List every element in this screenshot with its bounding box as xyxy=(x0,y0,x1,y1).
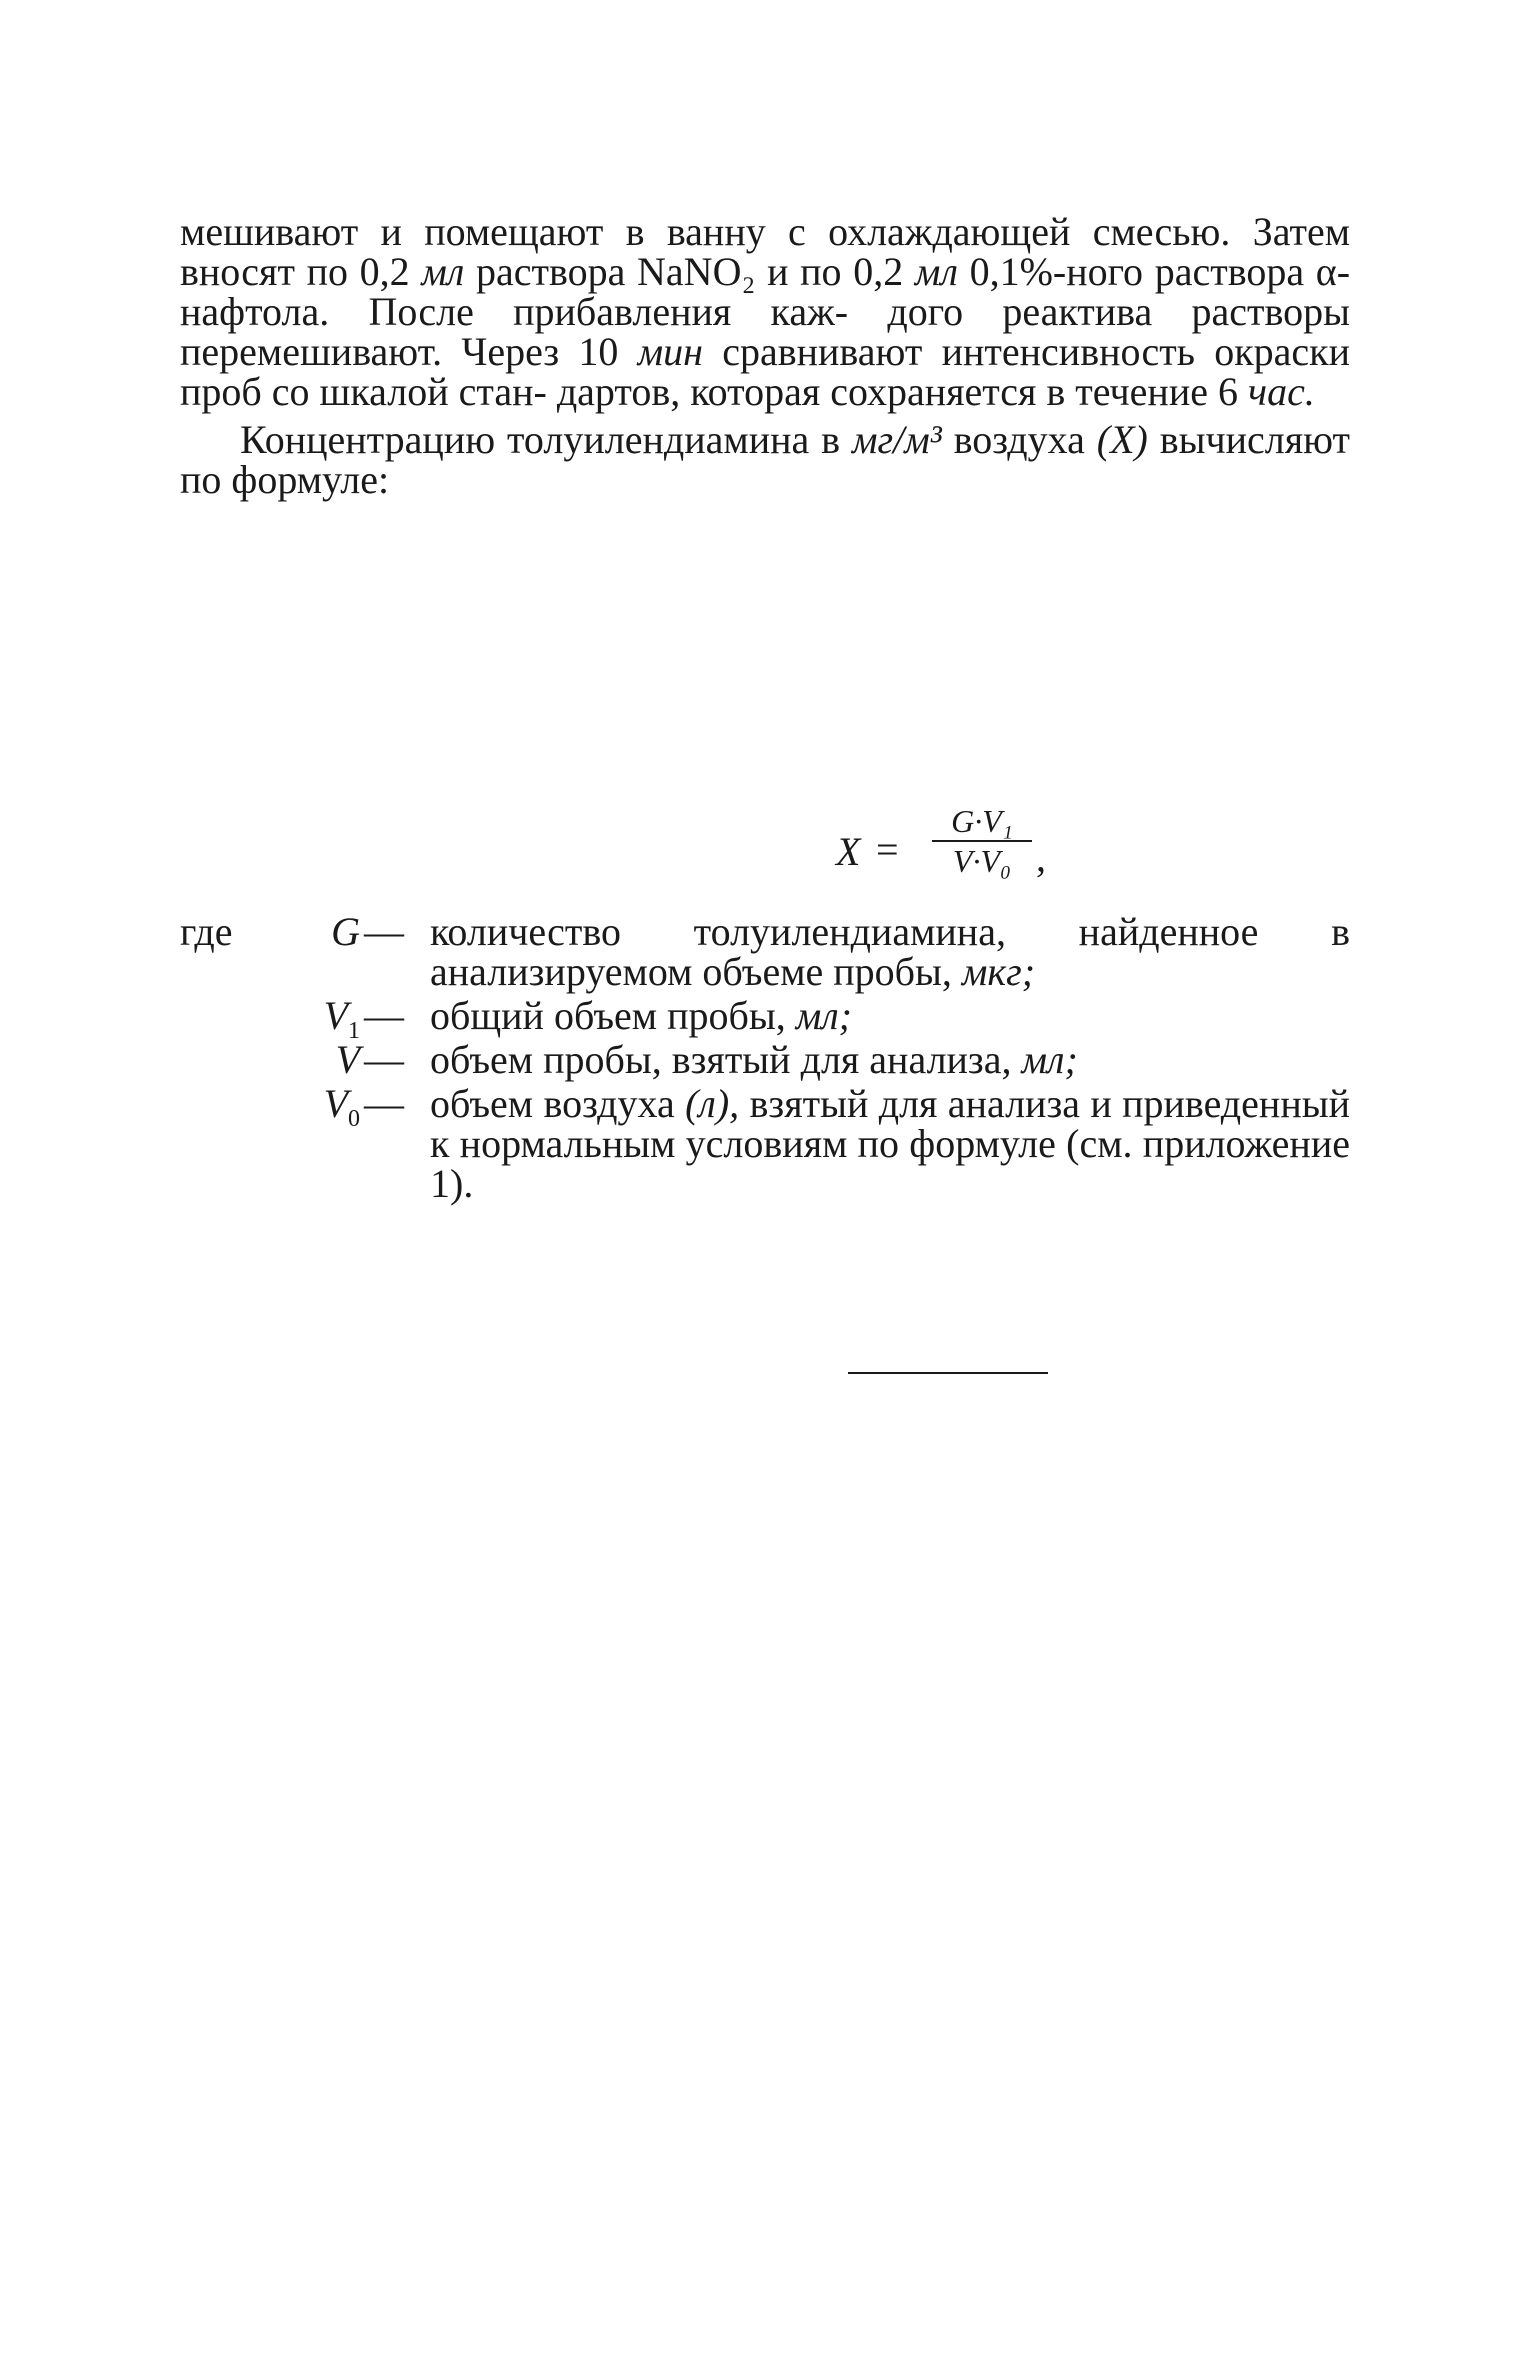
text-line: раствора NaNO₂ и по 0,2 xyxy=(464,249,915,294)
unit-text: мин xyxy=(637,329,703,374)
text-line: сравнивают интенсивность окраски проб со шкалой стан- xyxy=(180,329,1350,414)
where-label: где xyxy=(180,909,233,954)
paragraph-concentration xyxy=(180,417,1350,502)
formula-lhs: X xyxy=(836,829,861,874)
unit-text: (л), xyxy=(685,1081,740,1126)
definition-dash: — xyxy=(364,993,404,1038)
text-line: мешивают и помещают в ванну с охлаждающей смесью. xyxy=(180,209,1231,254)
unit-text: мкг; xyxy=(961,949,1036,994)
formula-fraction xyxy=(932,804,1032,878)
text-line: дого реактива растворы перемешивают. Через 10 xyxy=(180,289,1351,374)
end-rule xyxy=(848,1372,1048,1374)
definition-item xyxy=(180,993,1350,1044)
paragraph-procedure xyxy=(180,209,1351,414)
definition-dash: — xyxy=(364,909,404,954)
unit-text: мл xyxy=(914,249,958,294)
unit-text: мл; xyxy=(1021,1037,1078,1082)
definition-item xyxy=(180,1081,1351,1206)
formula-numerator: G·V₁ xyxy=(951,803,1013,839)
definition-symbol: G xyxy=(331,909,360,954)
formula xyxy=(836,804,1096,894)
unit-text: мл; xyxy=(795,993,852,1038)
definition-item xyxy=(180,1037,1350,1082)
text-line: 0,1%-ного раствора α-нафтола. После прибавления каж- xyxy=(180,249,1351,334)
fraction-bar xyxy=(932,840,1032,842)
definition-text: объем воздуха (л), взятый для анализа и приведенный к нормальным условиям по формуле (см. приложение 1). xyxy=(430,1081,1351,1206)
definition-text: общий объем пробы, мл; xyxy=(430,993,852,1038)
variable-text: (X) xyxy=(1096,417,1148,462)
definition-symbol: V xyxy=(335,1037,360,1082)
definition-text: объем пробы, взятый для анализа, мл; xyxy=(430,1037,1078,1082)
text-line: вычисляют по формуле: xyxy=(180,417,1350,502)
definitions-list xyxy=(180,909,1351,1208)
unit-text: мг/м³ xyxy=(851,417,942,462)
unit-text: час. xyxy=(1247,369,1315,414)
document-page xyxy=(180,209,1351,1206)
definition-dash: — xyxy=(364,1037,404,1082)
definition-text: количество толуилендиамина, найденное в анализируемом объеме пробы, мкг; xyxy=(430,909,1350,994)
definition-symbol: $V_0$ xyxy=(323,1081,360,1132)
definition-symbol: $V_1$ xyxy=(323,993,360,1044)
unit-text: мл xyxy=(421,249,465,294)
formula-comma: , xyxy=(1036,835,1046,880)
text-line: Концентрацию толуилендиамина в xyxy=(240,417,852,462)
text-line: воздуха xyxy=(941,417,1097,462)
definition-item xyxy=(180,909,1350,994)
formula-equals: = xyxy=(876,827,899,872)
definition-dash: — xyxy=(364,1081,404,1126)
formula-denominator: V·V₀ xyxy=(952,843,1012,879)
text-line: Затем вносят по 0,2 xyxy=(180,209,1351,294)
text-line: дартов, которая сохраняется в течение 6 xyxy=(556,369,1248,414)
